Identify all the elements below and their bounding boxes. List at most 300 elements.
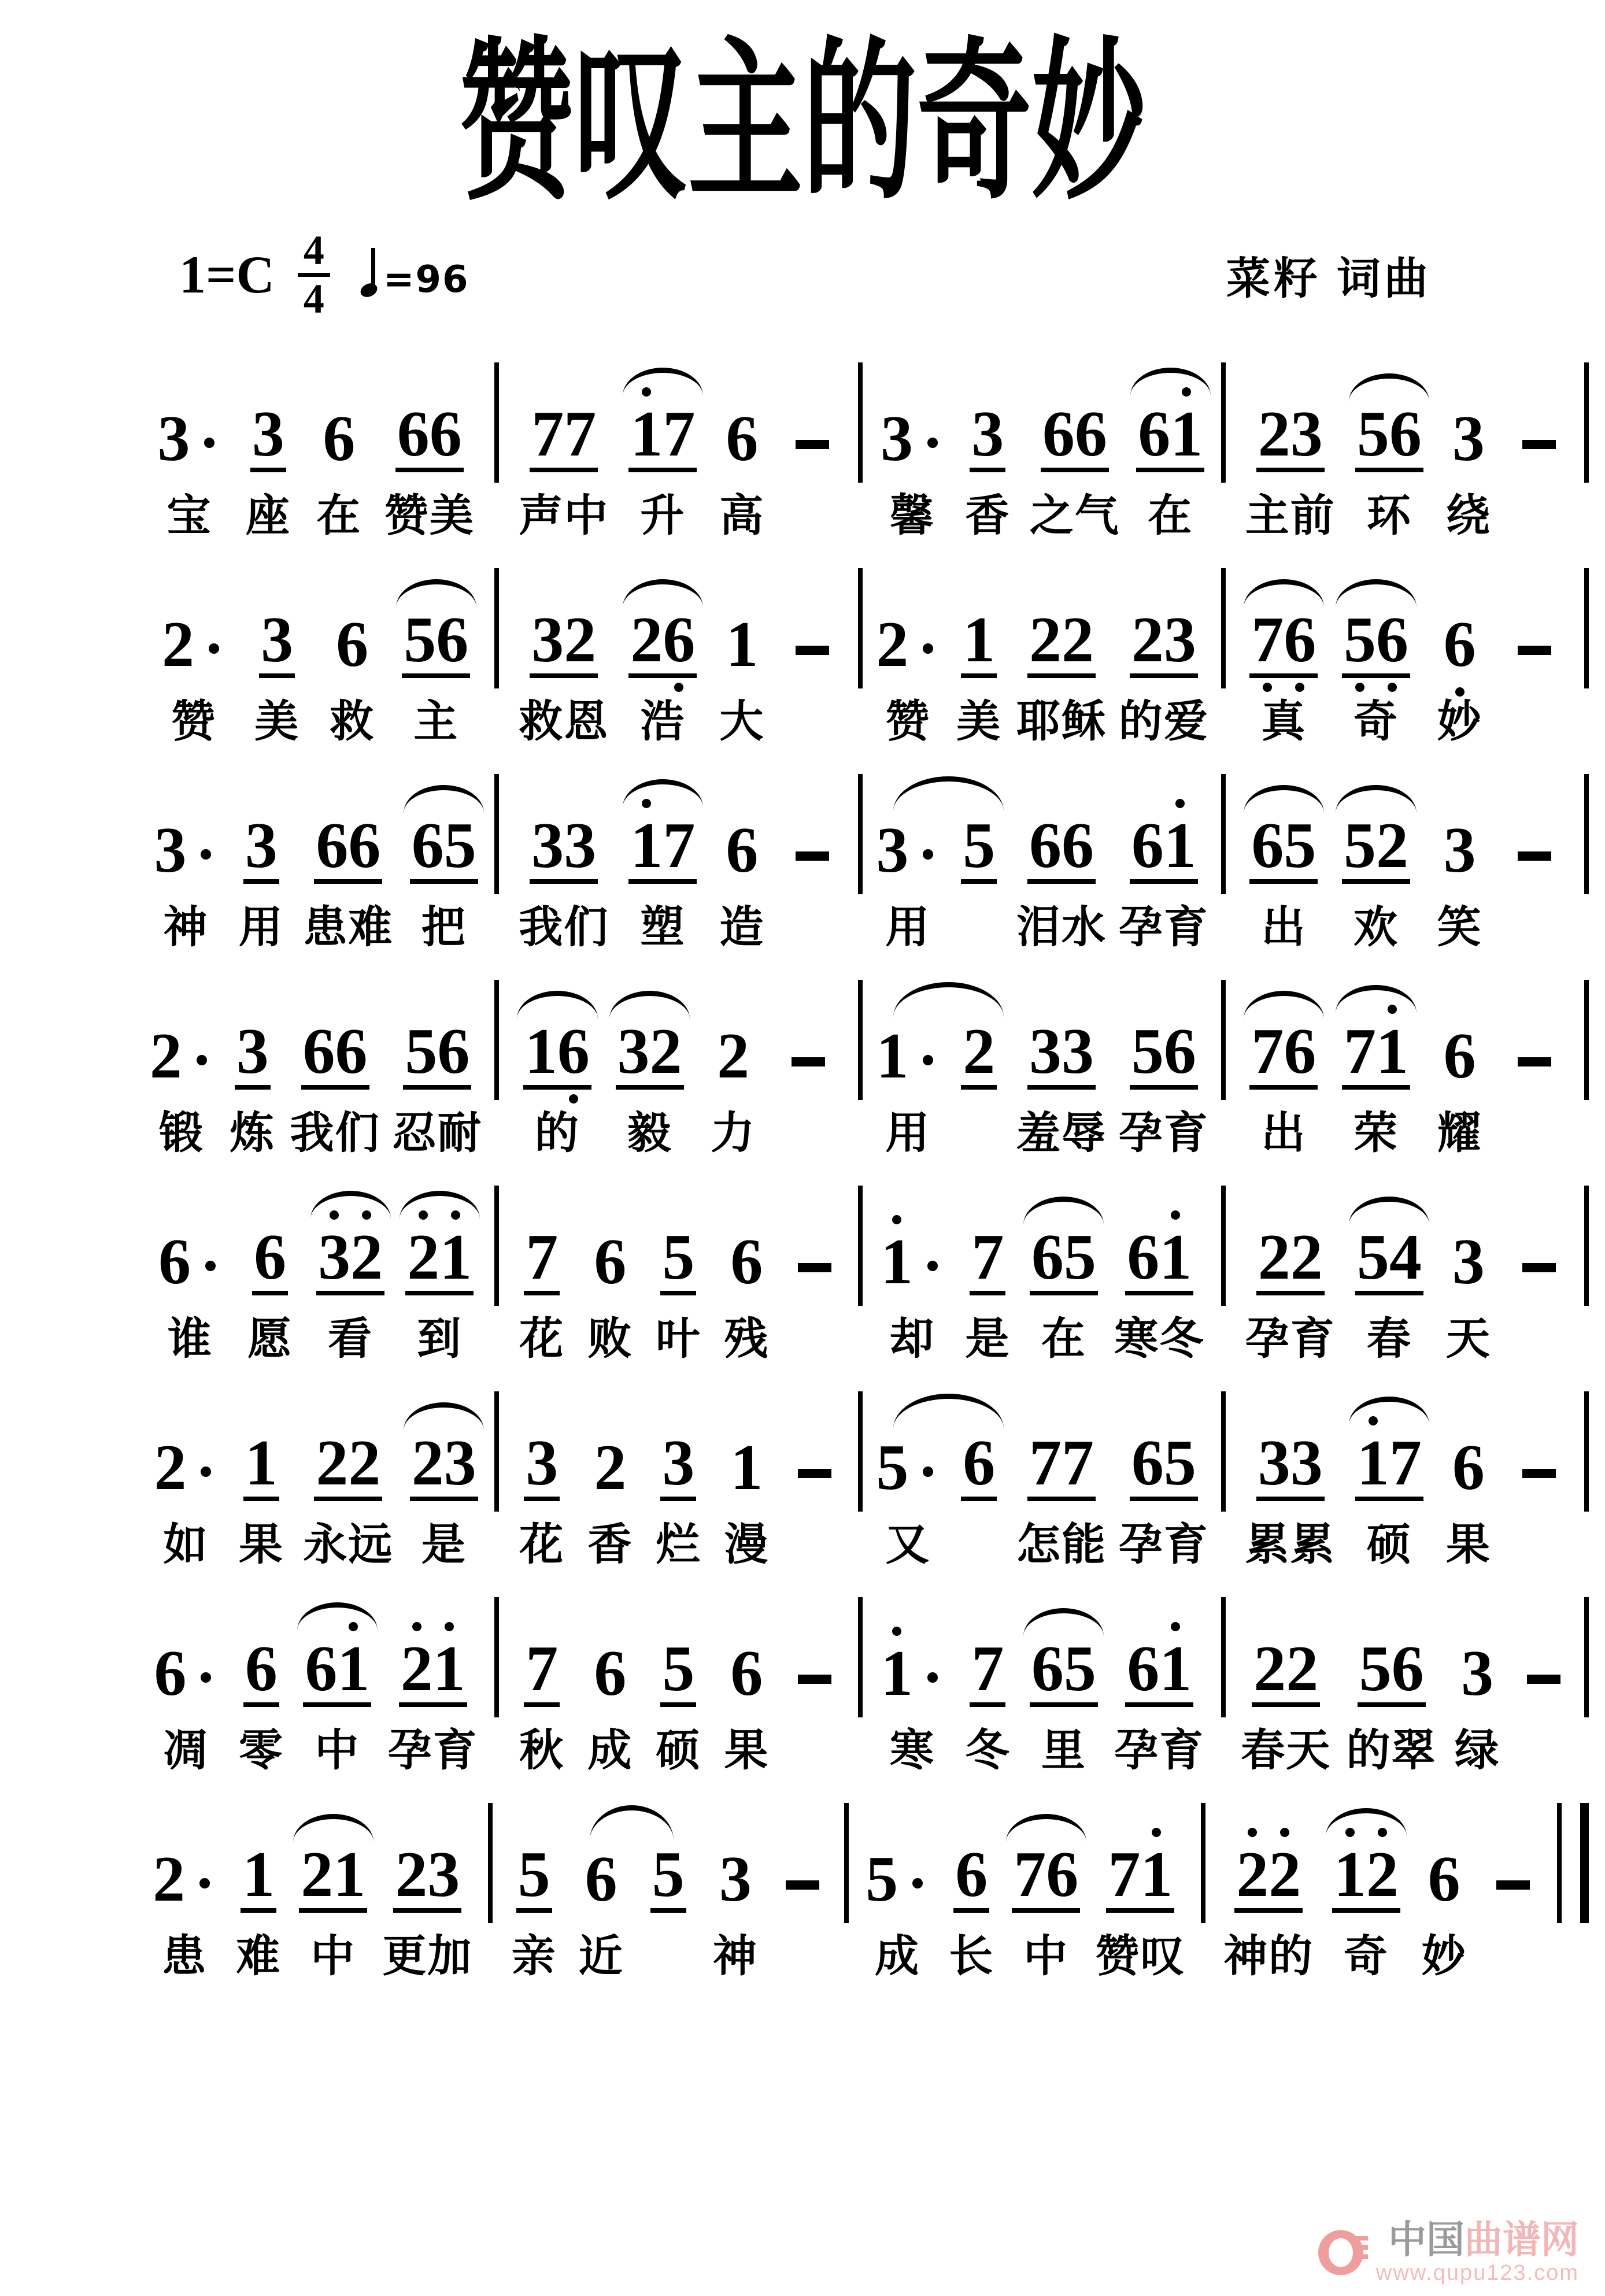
lyric-syllable: 在	[1148, 491, 1193, 540]
note-column	[585, 1379, 635, 1581]
note-digit: 3	[880, 402, 913, 475]
note-cell	[303, 1584, 371, 1722]
measure	[1205, 1790, 1558, 1993]
note-group	[970, 1632, 1005, 1707]
lyric-syllable: 绿	[1455, 1726, 1500, 1775]
note-cell	[252, 1173, 288, 1310]
note-group	[1256, 1427, 1325, 1501]
note-cell	[1041, 350, 1109, 487]
lyric-syllable: 造	[719, 903, 765, 952]
note-cell	[241, 1790, 276, 1928]
note-digit: 5	[517, 1838, 550, 1910]
note-digit: 3	[1062, 1015, 1094, 1087]
note-column	[721, 1379, 772, 1581]
lyric-syllable: 成	[875, 1932, 920, 1981]
lyric-syllable: 用	[885, 903, 931, 952]
lyric-syllable: 耶稣	[1016, 697, 1107, 746]
note-group	[405, 1221, 474, 1295]
note-group	[961, 1427, 997, 1501]
note-digit: 7	[1029, 1427, 1062, 1499]
note-group	[1342, 1015, 1410, 1090]
note-digit: 6	[397, 398, 430, 470]
lyric-syllable: 奇	[1353, 697, 1399, 746]
note-digit: 3	[261, 603, 294, 676]
note-group	[970, 398, 1005, 472]
barline	[1584, 1186, 1589, 1306]
note-cell	[879, 350, 946, 487]
note-group	[724, 608, 760, 680]
lyric-syllable: 在	[316, 491, 362, 540]
note-group	[1451, 402, 1486, 475]
note-digit: 1	[433, 1639, 465, 1699]
note-group	[252, 1221, 288, 1295]
note-cell	[1442, 556, 1478, 693]
slur-arc	[1244, 785, 1324, 813]
lyric-syllable: 赞叹	[1095, 1932, 1186, 1981]
lyric-syllable: 声中	[519, 491, 609, 540]
note-digit: 2	[401, 1639, 433, 1699]
lyric-syllable: 累累	[1245, 1520, 1336, 1569]
note-group	[1459, 1637, 1495, 1709]
lyric-syllable: 孕育	[1118, 1520, 1209, 1569]
note-column	[236, 1584, 287, 1787]
score	[0, 321, 1605, 1993]
lyric-syllable: 主	[413, 697, 459, 746]
augmentation-dot	[923, 1467, 933, 1477]
note-column	[405, 1173, 474, 1375]
lyric-syllable: 秋	[519, 1726, 565, 1775]
note-digit: 5	[1063, 1632, 1096, 1705]
dash-prolong	[1522, 440, 1556, 449]
slur-arc	[1130, 368, 1211, 396]
note-digit: 6	[726, 814, 759, 886]
lyric-syllable: 大	[719, 697, 765, 746]
barline	[858, 568, 863, 688]
slur-arc	[517, 991, 597, 1019]
note-cell	[530, 350, 598, 487]
note-digit: 1	[1357, 1434, 1389, 1493]
note-digit: 2	[407, 1228, 439, 1287]
note-cell	[970, 1173, 1005, 1310]
note-digit: 3	[1258, 1427, 1290, 1499]
lyric-syllable: 更加	[382, 1932, 473, 1981]
note-digit: 6	[1127, 1221, 1160, 1293]
note-cell	[1522, 350, 1556, 487]
note-cell	[250, 350, 286, 487]
note-cell	[724, 761, 760, 899]
note-cell	[1249, 967, 1318, 1105]
note-column	[1443, 350, 1494, 552]
lyric-syllable: 败	[587, 1314, 633, 1364]
measure	[499, 350, 857, 552]
low-octave-dot	[1388, 683, 1397, 692]
augmentation-dot	[201, 849, 211, 860]
tempo-value: =96	[383, 258, 469, 301]
note-group	[524, 1632, 560, 1707]
lyric-syllable: 天	[1445, 1314, 1491, 1364]
lyric-syllable: 神的	[1223, 1932, 1314, 1981]
augmentation-dot	[927, 1672, 938, 1683]
barline	[1584, 980, 1589, 1100]
lyric-syllable: 宝	[167, 491, 212, 540]
lyric-syllable: 浩	[640, 697, 686, 746]
note-group	[303, 1632, 371, 1707]
lyric-syllable: 漫	[724, 1520, 770, 1569]
note-digit: 5	[662, 1632, 695, 1705]
note-digit: 3	[1163, 603, 1196, 676]
slur-arc	[404, 1402, 484, 1431]
dash-prolong	[1518, 851, 1551, 861]
lyric-syllable: 的	[534, 1109, 580, 1158]
note-digit: 3	[531, 809, 564, 882]
note-column	[299, 1790, 367, 1993]
barline	[494, 362, 499, 483]
dash-prolong	[796, 646, 829, 655]
note-digit: 5	[1284, 809, 1316, 882]
note-group	[874, 1431, 910, 1503]
note-digit: 1	[439, 1228, 472, 1287]
lyric-syllable: 泪水	[1016, 903, 1107, 952]
note-digit: 1	[876, 1020, 909, 1092]
measure	[499, 1379, 857, 1581]
note-column	[789, 1584, 840, 1787]
dash-prolong	[796, 440, 829, 449]
dash-prolong	[1518, 646, 1551, 655]
lyric-syllable: 中	[310, 1932, 356, 1981]
note-digit: 6	[335, 1015, 368, 1087]
note-digit: 2	[1376, 809, 1409, 882]
note-digit: 5	[1163, 1427, 1196, 1499]
note-digit: 6	[1163, 1015, 1196, 1087]
lyric-syllable: 荣	[1353, 1109, 1399, 1158]
lyric-syllable: 患	[162, 1932, 208, 1981]
note-group	[243, 809, 279, 884]
augmentation-dot	[201, 1467, 211, 1477]
note-column	[708, 967, 759, 1169]
measure	[136, 350, 494, 552]
note-digit: 2	[649, 1015, 682, 1087]
watermark-url: www.qupu123.com	[1375, 2261, 1579, 2285]
note-digit: 7	[1251, 610, 1284, 670]
note-column	[1249, 556, 1318, 758]
note-cell	[1030, 1584, 1098, 1722]
note-group	[410, 809, 478, 884]
note-cell	[393, 1790, 461, 1928]
note-column	[710, 1790, 761, 1993]
note-group	[1442, 814, 1478, 886]
note-digit: 2	[1062, 603, 1094, 676]
note-digit: 3	[318, 1228, 350, 1287]
dash-prolong	[1522, 1469, 1556, 1478]
note-cell	[728, 1379, 764, 1516]
note-column	[1443, 1173, 1494, 1375]
note-column	[1355, 1379, 1423, 1581]
note-column	[1342, 556, 1410, 758]
composer-credit: 菜籽 词曲	[1226, 254, 1432, 303]
note-cell	[152, 1379, 219, 1516]
note-digit: 1	[630, 816, 663, 876]
note-column	[1030, 350, 1120, 552]
watermark-cn-gray: 中国	[1388, 2218, 1465, 2261]
lyric-syllable: 难	[236, 1932, 282, 1981]
note-digit: 6	[1127, 1632, 1160, 1705]
note-cell	[1256, 1379, 1325, 1516]
note-digit: 1	[337, 1639, 369, 1699]
slur-arc	[1336, 985, 1416, 1013]
note-group	[1256, 398, 1325, 472]
note-group	[410, 1427, 478, 1501]
note-cell	[1426, 1790, 1462, 1928]
lyric-syllable: 孕育	[1114, 1726, 1205, 1775]
note-column	[616, 967, 684, 1169]
note-cell	[152, 1584, 219, 1722]
lyric-syllable: 里	[1041, 1726, 1086, 1775]
note-column	[151, 1790, 218, 1993]
note-column	[1518, 1584, 1569, 1787]
note-column	[1030, 1584, 1098, 1787]
low-octave-dot	[674, 683, 683, 692]
note-digit: 6	[323, 402, 356, 475]
note-column	[1223, 1790, 1314, 1993]
note-digit: 5	[443, 809, 476, 882]
note-digit: 6	[963, 1427, 996, 1499]
note-digit: 2	[350, 1228, 383, 1287]
note-digit: 3	[1290, 1427, 1323, 1499]
note-digit: 6	[429, 398, 462, 470]
note-cell	[148, 967, 215, 1105]
slur-arc	[404, 785, 484, 813]
note-digit: 7	[564, 398, 597, 470]
note-group	[157, 1225, 193, 1298]
note-column	[523, 967, 591, 1169]
lyric-syllable: 在	[1041, 1314, 1086, 1364]
slur-arc	[1023, 1608, 1104, 1636]
note-column	[721, 1173, 772, 1375]
barline	[1584, 568, 1589, 688]
note-column	[1119, 556, 1209, 758]
note-cell	[530, 556, 598, 693]
note-digit: 1	[1376, 1022, 1408, 1082]
note-digit: 6	[158, 1225, 191, 1298]
score-header	[0, 217, 1605, 321]
note-cell	[650, 1790, 686, 1928]
note-digit: 3	[1290, 398, 1323, 470]
note-column	[388, 1584, 478, 1787]
note-column	[962, 1173, 1013, 1375]
lyric-syllable: 却	[889, 1314, 935, 1364]
key-signature: 1=C	[179, 245, 275, 304]
note-digit: 2	[301, 1838, 334, 1910]
lyric-syllable: 香	[965, 491, 1011, 540]
note-digit: 6	[245, 1632, 278, 1705]
lyric-syllable: 出	[1261, 1109, 1307, 1158]
note-digit: 6	[726, 402, 759, 475]
note-digit: 1	[963, 603, 996, 676]
note-group	[152, 814, 188, 886]
barline	[1584, 1391, 1589, 1512]
high-octave-dot	[1171, 1622, 1180, 1631]
augmentation-dot	[199, 1878, 210, 1888]
note-digit: 1	[1140, 1845, 1173, 1905]
note-group	[1041, 398, 1109, 472]
note-digit: 2	[149, 1020, 182, 1092]
note-cell	[616, 967, 684, 1105]
note-column	[716, 761, 767, 964]
note-cell	[151, 1790, 218, 1928]
lyric-syllable: 永远	[303, 1520, 394, 1569]
note-digit: 5	[876, 1431, 909, 1503]
note-group	[1027, 603, 1096, 678]
score-line	[136, 1173, 1589, 1375]
barline	[494, 1391, 499, 1512]
barline	[858, 1597, 863, 1717]
barline	[858, 1186, 863, 1306]
lyric-syllable: 我们	[290, 1109, 380, 1158]
note-group	[1355, 1427, 1423, 1501]
barline	[494, 568, 499, 688]
note-group	[148, 1020, 184, 1092]
note-cell	[524, 1379, 560, 1516]
note-cell	[970, 1584, 1005, 1722]
lyric-syllable: 我们	[519, 903, 609, 952]
note-digit: 7	[663, 398, 696, 470]
note-cell	[1342, 967, 1410, 1105]
note-column	[1509, 556, 1560, 758]
note-group	[393, 1838, 461, 1913]
note-cell	[724, 350, 760, 487]
note-cell	[1130, 761, 1198, 899]
note-column	[233, 1790, 284, 1993]
note-digit: 6	[1391, 1632, 1424, 1705]
note-column	[152, 1379, 219, 1581]
note-group	[728, 1637, 764, 1709]
note-column	[303, 761, 393, 964]
note-cell	[874, 556, 941, 693]
note-column	[1012, 1790, 1080, 1993]
lyric-syllable: 春	[1366, 1314, 1412, 1364]
measure	[863, 556, 1221, 758]
note-group	[1252, 1632, 1320, 1707]
note-cell	[1252, 1584, 1320, 1722]
note-group	[1442, 608, 1478, 680]
measure	[1226, 1584, 1584, 1787]
note-cell	[1459, 1584, 1495, 1722]
barline	[1221, 362, 1226, 483]
note-column	[721, 1584, 772, 1787]
lyric-syllable: 赞	[171, 697, 217, 746]
note-cell	[961, 556, 997, 693]
note-digit: 7	[1251, 1015, 1284, 1087]
slur-arc	[623, 368, 703, 396]
note-group	[961, 1015, 997, 1090]
note-digit: 1	[1164, 816, 1196, 876]
note-column	[716, 556, 767, 758]
note-cell	[798, 1584, 831, 1722]
lyric-syllable: 香	[587, 1520, 633, 1569]
note-cell	[1355, 1173, 1423, 1310]
note-digit: 6	[154, 1637, 187, 1709]
note-column	[303, 1584, 371, 1787]
note-group	[1027, 1427, 1096, 1501]
note-digit: 3	[971, 398, 1004, 470]
note-digit: 6	[1376, 610, 1408, 670]
lyric-syllable: 救恩	[519, 697, 609, 746]
note-digit: 5	[405, 1015, 438, 1087]
lyric-syllable: 妙	[1437, 697, 1482, 746]
measure	[1226, 350, 1584, 552]
note-column	[236, 761, 287, 964]
note-cell	[1442, 761, 1478, 899]
note-digit: 5	[1356, 398, 1389, 470]
note-cell	[1496, 1790, 1530, 1928]
slur-arc	[293, 1814, 373, 1842]
high-octave-dot	[1280, 1828, 1289, 1837]
note-cell	[1518, 556, 1551, 693]
lyric-syllable: 塑	[640, 903, 686, 952]
lyric-syllable: 冬	[965, 1726, 1011, 1775]
note-group	[1130, 603, 1198, 678]
barline	[1221, 568, 1226, 688]
note-group	[874, 608, 910, 680]
barline	[494, 1597, 499, 1717]
note-cell	[1518, 967, 1551, 1105]
note-group	[628, 603, 697, 678]
note-digit: 2	[1029, 603, 1062, 676]
note-column	[156, 350, 223, 552]
note-group	[235, 1015, 271, 1090]
lyric-syllable: 长	[949, 1932, 994, 1981]
note-cell	[1522, 1379, 1556, 1516]
note-group	[1249, 603, 1318, 678]
high-octave-dot	[892, 1627, 901, 1636]
note-column	[874, 1379, 941, 1581]
measure	[1226, 967, 1584, 1169]
note-digit: 5	[1131, 1015, 1164, 1087]
note-cell	[592, 1173, 628, 1310]
measure	[863, 761, 1221, 964]
note-column	[1434, 761, 1485, 964]
note-group	[728, 1431, 764, 1503]
note-column	[227, 967, 278, 1169]
note-group	[1234, 1838, 1303, 1913]
note-digit: 1	[1159, 1228, 1192, 1287]
note-cell	[1027, 967, 1096, 1105]
note-cell	[728, 1173, 764, 1310]
note-cell	[530, 761, 598, 899]
augmentation-dot	[205, 1261, 216, 1271]
note-group	[243, 1427, 279, 1501]
note-group	[1012, 1838, 1080, 1913]
note-group	[660, 1221, 696, 1295]
note-group	[1332, 1838, 1400, 1913]
note-digit: 6	[1251, 809, 1284, 882]
lyric-syllable: 高	[719, 491, 765, 540]
note-digit: 2	[348, 1427, 381, 1499]
score-line	[136, 761, 1589, 964]
note-column	[1514, 1379, 1565, 1581]
note-cell	[243, 1379, 279, 1516]
note-digit: 2	[162, 608, 195, 680]
lyric-syllable: 寒	[889, 1726, 935, 1775]
note-group	[970, 1221, 1005, 1295]
note-group	[530, 398, 598, 472]
note-digit: 7	[526, 1632, 559, 1705]
note-digit: 6	[1452, 1431, 1485, 1503]
augmentation-dot	[209, 643, 219, 654]
note-digit: 1	[881, 1232, 913, 1292]
note-group	[152, 1637, 188, 1709]
note-group	[314, 1427, 382, 1501]
